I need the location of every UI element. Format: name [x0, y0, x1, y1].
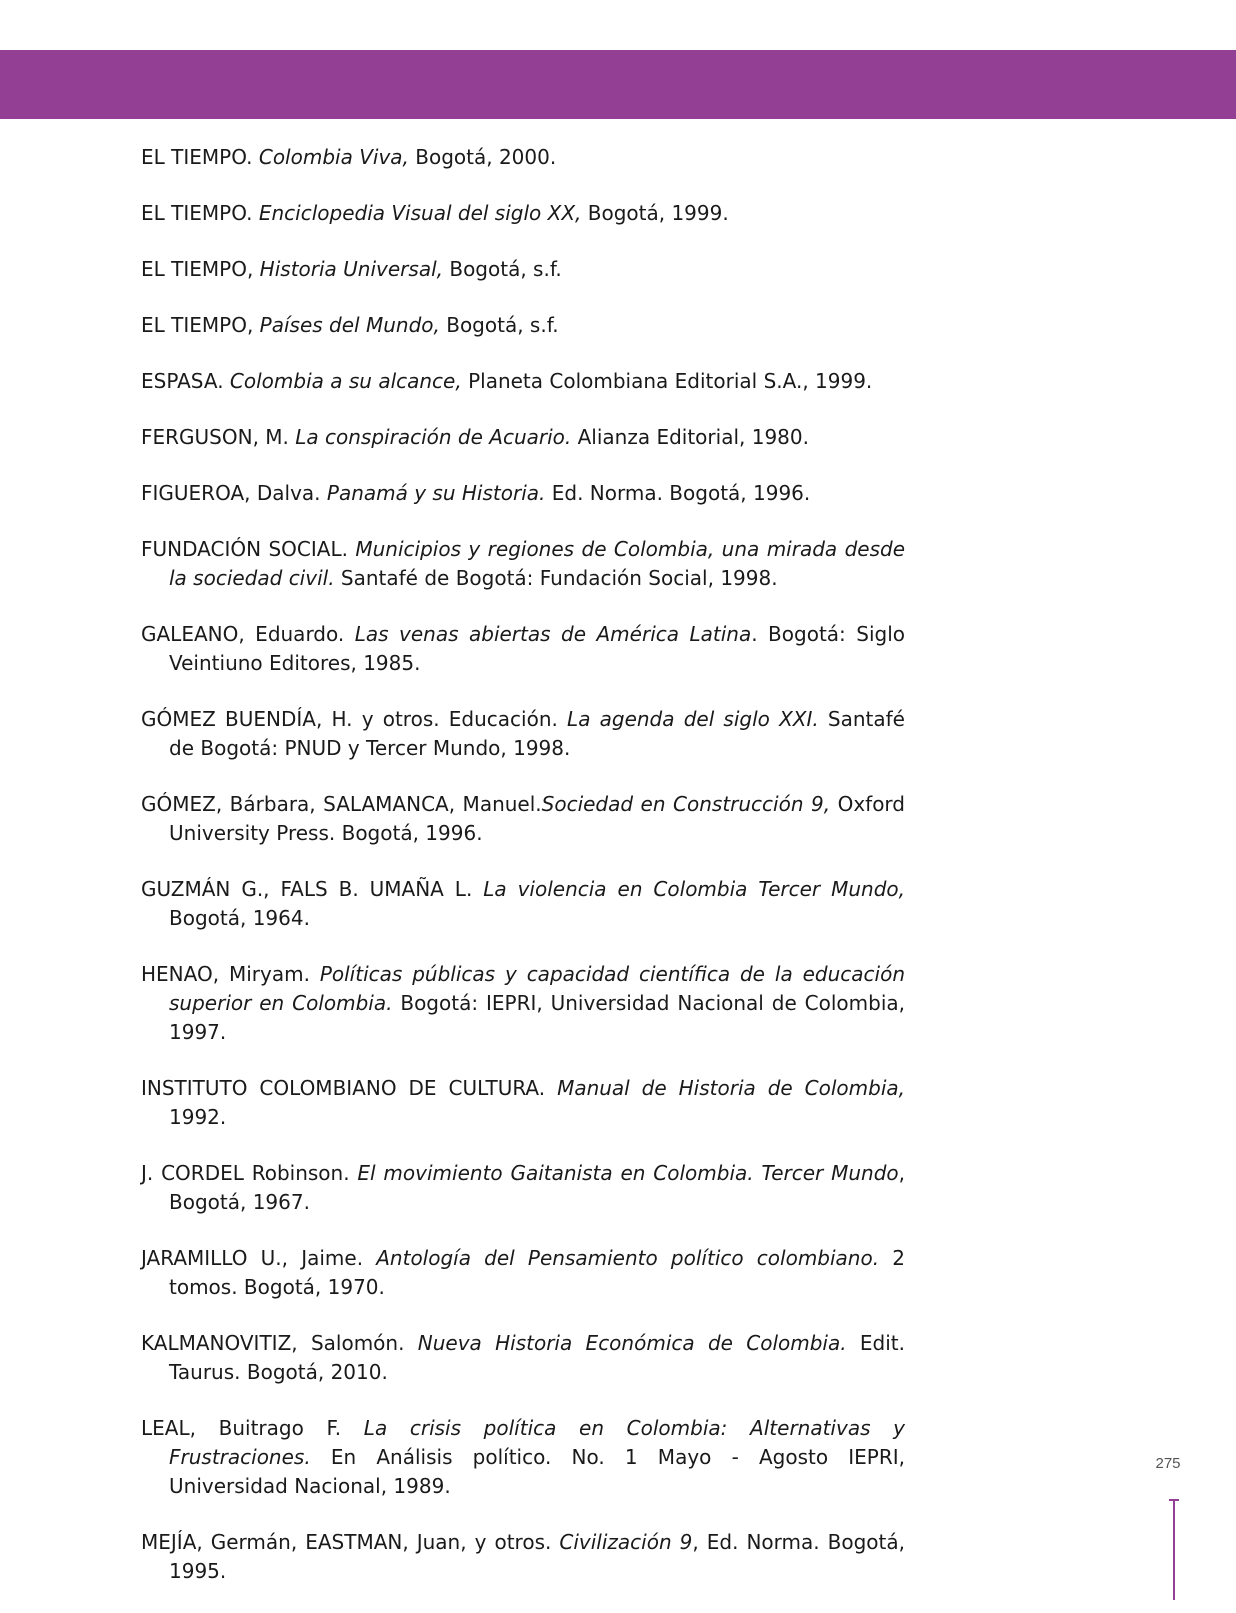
reference-entry — [141, 1528, 905, 1586]
reference-author: EL TIEMPO, — [141, 313, 260, 337]
reference-author: FERGUSON, M. — [141, 425, 296, 449]
reference-entry — [141, 705, 905, 763]
reference-title: Colombia Viva, — [258, 145, 409, 169]
reference-author: FUNDACIÓN SOCIAL. — [141, 537, 356, 561]
reference-title: Panamá y su Historia. — [326, 481, 546, 505]
reference-author: GÓMEZ, Bárbara, SALAMANCA, Manuel. — [141, 792, 542, 816]
reference-author: GUZMÁN G., FALS B. UMAÑA L. — [141, 877, 484, 901]
reference-details: Bogotá, 2000. — [408, 145, 557, 169]
reference-author: J. CORDEL Robinson. — [141, 1161, 358, 1185]
reference-entry — [141, 875, 905, 933]
reference-details: . Bogotá: Siglo Veintiuno Editores, 1985. — [169, 622, 905, 675]
reference-author: INSTITUTO COLOMBIANO DE CULTURA. — [141, 1076, 558, 1100]
reference-entry — [141, 620, 905, 678]
reference-title: Historia Universal, — [259, 257, 443, 281]
reference-title: Civilización 9 — [559, 1530, 693, 1554]
reference-details: En Análisis político. No. 1 Mayo - Agosto IEPRI, Universidad Nacional, 1989. — [169, 1445, 905, 1498]
reference-entry — [141, 790, 905, 848]
reference-title: La violencia en Colombia Tercer Mundo, — [483, 877, 905, 901]
reference-title: Países del Mundo, — [259, 313, 440, 337]
reference-details: , Ed. Norma. Bogotá, 1995. — [169, 1530, 905, 1583]
reference-details: Santafé de Bogotá: Fundación Social, 1998. — [334, 566, 778, 590]
reference-title: La crisis política en Colombia: Alternativas y Frustraciones. — [169, 1416, 905, 1469]
reference-title: Nueva Historia Económica de Colombia. — [417, 1331, 847, 1355]
reference-author: GALEANO, Eduardo. — [141, 622, 355, 646]
reference-entry — [141, 1414, 905, 1501]
reference-entry — [141, 143, 905, 172]
reference-details: Bogotá, s.f. — [439, 313, 559, 337]
reference-entry — [141, 1329, 905, 1387]
reference-title: Antología del Pensamiento político colombiano. — [376, 1246, 880, 1270]
reference-title: Municipios y regiones de Colombia, una mirada desde la sociedad civil. — [169, 537, 906, 590]
reference-entry — [141, 423, 905, 452]
reference-entry — [141, 311, 905, 340]
reference-entry — [141, 960, 905, 1047]
reference-author: GÓMEZ BUENDÍA, H. y otros. Educación. — [141, 707, 568, 731]
bibliography-list — [141, 143, 905, 1613]
reference-details: Bogotá: IEPRI, Universidad Nacional de Colombia, 1997. — [169, 991, 905, 1044]
reference-author: FIGUEROA, Dalva. — [141, 481, 327, 505]
reference-entry — [141, 1244, 905, 1302]
reference-title: Colombia a su alcance, — [229, 369, 462, 393]
reference-author: KALMANOVITIZ, Salomón. — [141, 1331, 418, 1355]
reference-author: HENAO, Miryam. — [141, 962, 320, 986]
reference-title: El movimiento Gaitanista en Colombia. Tercer Mundo — [357, 1161, 899, 1185]
reference-details: Planeta Colombiana Editorial S.A., 1999. — [461, 369, 873, 393]
reference-details: Bogotá, 1964. — [169, 906, 310, 930]
reference-details: Alianza Editorial, 1980. — [571, 425, 809, 449]
reference-author: JARAMILLO U., Jaime. — [141, 1246, 377, 1270]
reference-author: LEAL, Buitrago F. — [141, 1416, 364, 1440]
header-band — [0, 50, 1236, 119]
reference-title: Políticas públicas y capacidad científica de la educación superior en Colombia. — [169, 962, 905, 1015]
reference-details: 2 tomos. Bogotá, 1970. — [169, 1246, 905, 1299]
reference-title: Sociedad en Construcción 9, — [541, 792, 831, 816]
reference-title: La agenda del siglo XXI. — [567, 707, 819, 731]
reference-title: Enciclopedia Visual del siglo XX, — [258, 201, 582, 225]
reference-details: , Bogotá, 1967. — [169, 1161, 905, 1214]
reference-details: Santafé de Bogotá: PNUD y Tercer Mundo, 1998. — [169, 707, 905, 760]
page-rule — [1173, 1499, 1175, 1600]
reference-details: Bogotá, s.f. — [442, 257, 562, 281]
reference-title: Manual de Historia de Colombia, — [557, 1076, 905, 1100]
reference-entry — [141, 479, 905, 508]
reference-entry — [141, 535, 905, 593]
reference-author: EL TIEMPO, — [141, 257, 260, 281]
reference-title: La conspiración de Acuario. — [295, 425, 572, 449]
reference-entry — [141, 1159, 905, 1217]
reference-details: Ed. Norma. Bogotá, 1996. — [545, 481, 811, 505]
reference-entry — [141, 199, 905, 228]
reference-details: Oxford University Press. Bogotá, 1996. — [169, 792, 905, 845]
reference-entry — [141, 255, 905, 284]
reference-title: Las venas abiertas de América Latina — [354, 622, 752, 646]
reference-details: 1992. — [169, 1105, 227, 1129]
reference-entry — [141, 367, 905, 396]
reference-details: Edit. Taurus. Bogotá, 2010. — [169, 1331, 905, 1384]
reference-author: ESPASA. — [141, 369, 230, 393]
page-number: 275 — [1155, 1455, 1181, 1472]
reference-author: EL TIEMPO. — [141, 145, 259, 169]
reference-details: Bogotá, 1999. — [581, 201, 729, 225]
reference-entry — [141, 1074, 905, 1132]
reference-author: EL TIEMPO. — [141, 201, 259, 225]
reference-author: MEJÍA, Germán, EASTMAN, Juan, y otros. — [141, 1530, 560, 1554]
